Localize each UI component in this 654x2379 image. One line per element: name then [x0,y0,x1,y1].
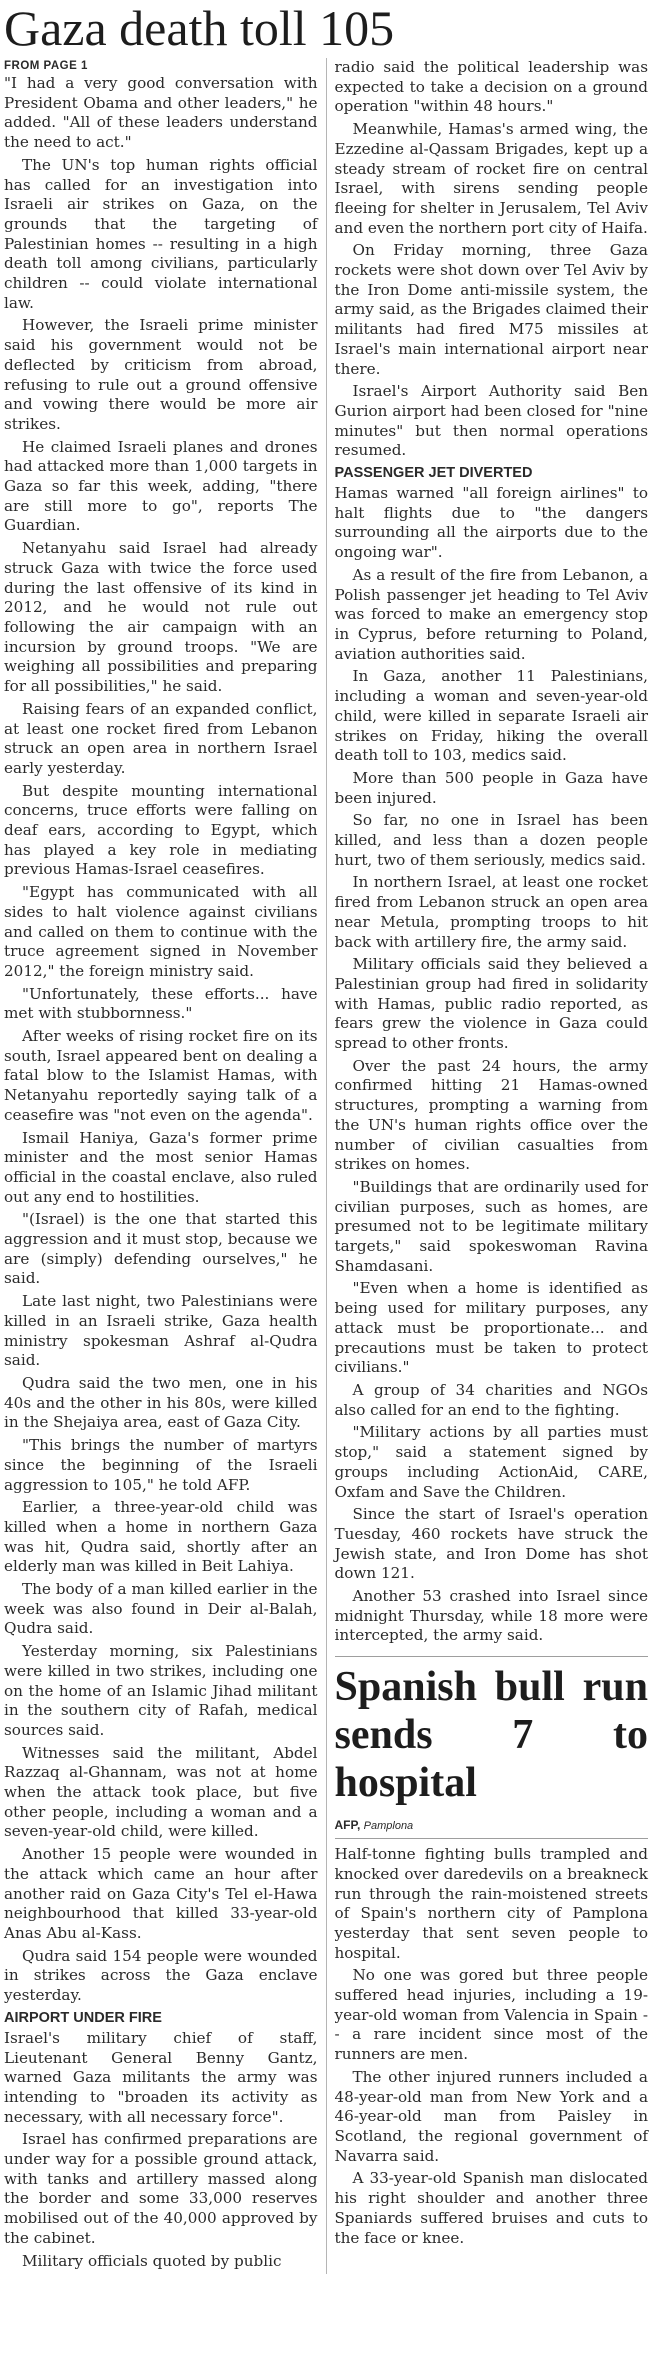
paragraph: As a result of the fire from Lebanon, a Polish passenger jet heading to Tel Aviv was forced to make an emergency stop in Cyprus, before returning to Poland, aviation authorities said. [334,565,648,663]
paragraph: Late last night, two Palestinians were killed in an Israeli strike, Gaza health ministry spokesman Ashraf al-Qudra said. [4,1292,318,1370]
paragraph: Since the start of Israel's operation Tuesday, 460 rockets have struck the Jewish state, and Iron Dome has shot down 121. [334,1505,648,1583]
left-column-body [4,74,318,2006]
paragraph: So far, no one in Israel has been killed, and less than a dozen people hurt, two of them seriously, medics said. [334,811,648,869]
paragraph: Meanwhile, Hamas's armed wing, the Ezzedine al-Qassam Brigades, kept up a steady stream of rocket fire on central Israel, with sirens sending people fleeing for shelter in Jerusalem, Tel Aviv and even the northern port city of Haifa. [334,120,648,237]
byline-agency: AFP, [334,1818,361,1833]
paragraph: After weeks of rising rocket fire on its south, Israel appeared bent on dealing a fatal blow to the Islamist Hamas, with Netanyahu reportedly saying talk of a ceasefire was "not even on the agenda". [4,1027,318,1124]
paragraph: A group of 34 charities and NGOs also called for an end to the fighting. [334,1381,648,1419]
bull-run-headline: Spanish bull run sends 7 to hospital [334,1664,648,1807]
paragraph: Israel's Airport Authority said Ben Gurion airport had been closed for "nine minutes" but then normal operations resumed. [334,382,648,460]
subhead-airport-under-fire: AIRPORT UNDER FIRE [4,2009,162,2026]
bull-run-body [335,1845,649,2248]
paragraph: Over the past 24 hours, the army confirmed hitting 21 Hamas-owned structures, prompting a warning from the UN's human rights office over the number of civilian casualties from strikes on homes. [334,1056,648,1174]
paragraph: "Unfortunately, these efforts... have met with stubbornness." [4,984,318,1023]
airport-section-body [4,2029,318,2271]
paragraph: "(Israel) is the one that started this aggression and it must stop, because we are (simply) defending ourselves," he said. [4,1210,318,1288]
paragraph: On Friday morning, three Gaza rockets were shot down over Tel Aviv by the Iron Dome anti-missile system, the army said, as the Brigades claimed their militants had fired M75 missiles at Israel's main international airport near there. [334,241,648,378]
paragraph: Israel has confirmed preparations are under way for a possible ground attack, with tanks and artillery massed along the border and some 33,000 reserves mobilised out of the 40,000 approved by the cabinet. [4,2130,318,2247]
paragraph: Yesterday morning, six Palestinians were killed in two strikes, including one on the home of an Islamic Jihad militant in the southern city of Rafah, medical sources said. [4,1642,318,1739]
paragraph: Half-tonne fighting bulls trampled and knocked over daredevils on a breakneck run through the rain-moistened streets of Spain's northern city of Pamplona yesterday that sent seven people to hospital. [334,1845,648,1962]
jet-section-body [335,484,649,1646]
paragraph: Hamas warned "all foreign airlines" to halt flights due to "the dangers surrounding all the airports due to the ongoing war". [334,484,648,562]
paragraph: He claimed Israeli planes and drones had attacked more than 1,000 targets in Gaza so far this week, adding, "there are still more to go", reports The Guardian. [4,437,318,535]
right-column-body [335,58,649,461]
paragraph: Israel's military chief of staff, Lieutenant General Benny Gantz, warned Gaza militants the army was intending to "broaden its activity as necessary, with all necessary force". [4,2028,318,2126]
paragraph: In northern Israel, at least one rocket fired from Lebanon struck an open area near Metula, prompting troops to hit back with artillery fire, the army said. [334,873,648,951]
paragraph: "Military actions by all parties must stop," said a statement signed by groups including ActionAid, CARE, Oxfam and Save the Children. [334,1423,648,1501]
paragraph: No one was gored but three people suffered head injuries, including a 19-year-old woman from Valencia in Spain -- a rare incident since most of the runners are men. [334,1966,648,2064]
paragraph: "Even when a home is identified as being used for military purposes, any attack must be proportionate... and precautions must be taken to protect civilians." [334,1279,648,1377]
paragraph: However, the Israeli prime minister said his government would not be deflected by criticism from abroad, refusing to rule out a ground offensive and vowing there would be more air strikes. [4,316,318,433]
paragraph: radio said the political leadership was expected to take a decision on a ground operation "within 48 hours." [334,58,648,116]
paragraph: Raising fears of an expanded conflict, at least one rocket fired from Lebanon struck an open area in northern Israel early yesterday. [4,699,318,777]
byline-dateline: Pamplona [363,1820,414,1833]
paragraph: Ismail Haniya, Gaza's former prime minister and the most senior Hamas official in the coastal enclave, also ruled out any end to hostilities. [4,1128,318,1206]
story-divider [335,1656,649,1657]
paragraph: Qudra said the two men, one in his 40s and the other in his 80s, were killed in the Shejaiya area, east of Gaza City. [4,1374,318,1432]
bull-run-byline [335,1817,649,1834]
paragraph: Military officials said they believed a Palestinian group had fired in solidarity with Hamas, public radio reported, as fears grew the violence in Gaza could spread to other fronts. [334,955,648,1053]
paragraph: A 33-year-old Spanish man dislocated his right shoulder and another three Spaniards suffered bruises and cuts to the face or knee. [334,2169,648,2247]
paragraph: In Gaza, another 11 Palestinians, including a woman and seven-year-old child, were killed in separate Israeli air strikes on Friday, hiking the overall death toll to 103, medics said. [334,667,648,765]
paragraph: Qudra said 154 people were wounded in strikes across the Gaza enclave yesterday. [4,1946,318,2005]
paragraph: The body of a man killed earlier in the week was also found in Deir al-Balah, Qudra said. [4,1580,318,1638]
paragraph: The other injured runners included a 48-year-old man from New York and a 46-year-old man from Paisley in Scotland, the regional government of Navarra said. [334,2067,648,2165]
paragraph: Witnesses said the militant, Abdel Razzaq al-Ghannam, was not at home when the attack took place, but five other people, including a woman and a seven-year-old child, were killed. [4,1743,318,1841]
subhead-passenger-jet-diverted: PASSENGER JET DIVERTED [334,465,533,482]
paragraph: "I had a very good conversation with President Obama and other leaders," he added. "All of these leaders understand the need to act." [4,74,318,152]
paragraph: The UN's top human rights official has called for an investigation into Israeli air strikes on Gaza, on the grounds that the targeting of Palestinian homes -- resulting in a high death toll among civilians, particularly children -- could violate international law. [4,155,318,312]
paragraph: Another 53 crashed into Israel since midnight Thursday, while 18 more were intercepted, the army said. [334,1587,648,1645]
paragraph: Another 15 people were wounded in the attack which came an hour after another raid on Gaza City's Tel el-Hawa neighbourhood that killed 33-year-old Anas Abu al-Kass. [4,1845,318,1942]
paragraph: "Buildings that are ordinarily used for civilian purposes, such as homes, are presumed not to be legitimate military targets," said spokeswoman Ravina Shamdasani. [334,1177,648,1275]
right-column [327,58,649,2274]
paragraph: But despite mounting international concerns, truce efforts were falling on deaf ears, according to Egypt, which has played a key role in mediating previous Hamas-Israel ceasefires. [4,781,318,879]
paragraph: Military officials quoted by public [22,2251,282,2270]
paragraph: More than 500 people in Gaza have been injured. [334,768,648,807]
continuation-kicker: FROM PAGE 1 [4,60,88,72]
left-column [4,58,327,2274]
paragraph: Earlier, a three-year-old child was killed when a home in northern Gaza was hit, Qudra said, shortly after an elderly man was killed in Beit Lahiya. [4,1498,318,1576]
story-headline: Gaza death toll 105 [4,0,395,56]
byline-divider [335,1838,649,1839]
paragraph: Netanyahu said Israel had already struck Gaza with twice the force used during the last offensive of its kind in 2012, and he would not rule out following the air campaign with an incursion by ground troops. "We are weighing all possibilities and preparing for all possibilities," he said. [4,539,318,696]
article-columns [4,58,648,2274]
paragraph: "Egypt has communicated with all sides to halt violence against civilians and called on them to continue with the truce agreement signed in November 2012," the foreign ministry said. [4,883,318,980]
paragraph: "This brings the number of martyrs since the beginning of the Israeli aggression to 105," he told AFP. [4,1436,318,1494]
